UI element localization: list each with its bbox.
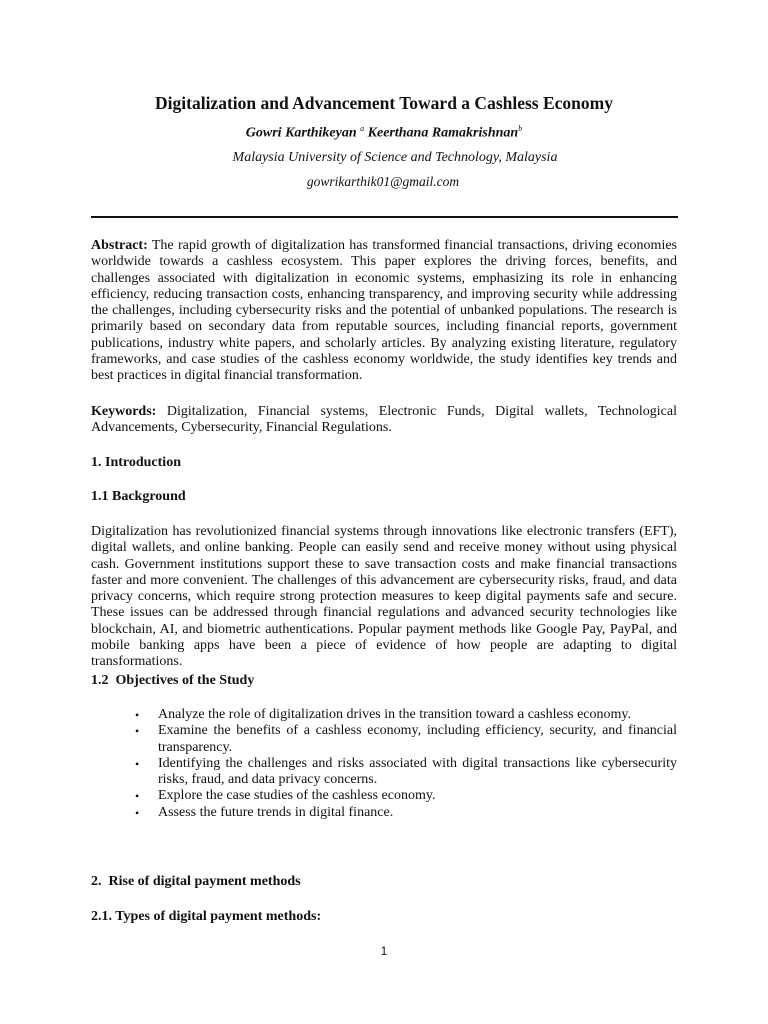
abstract-paragraph [91, 238, 677, 385]
affiliation: Malaysia University of Science and Technology, Malaysia [232, 150, 558, 165]
list-item [135, 756, 677, 789]
list-item [135, 788, 677, 804]
author-superscript: b [518, 124, 523, 133]
list-item [135, 723, 677, 756]
bullet-icon: • [135, 724, 140, 739]
author-name: Keerthana Ramakrishnan [367, 125, 519, 141]
bullet-icon: • [135, 805, 140, 820]
list-item [135, 805, 677, 821]
objective-text: Identifying the challenges and risks associated with digital transactions like cybersecurity risks, fraud, and data privacy concerns. [158, 755, 677, 788]
author-superscript: a [360, 124, 365, 133]
page-number: 1 [380, 944, 388, 958]
author-email: gowrikarthik01@gmail.com [306, 174, 460, 189]
objectives-list [135, 707, 677, 821]
section-heading-rise-of-digital-payment: 2. Rise of digital payment methods [91, 874, 301, 889]
subsection-heading-types: 2.1. Types of digital payment methods: [91, 909, 322, 924]
objective-text: Analyze the role of digitalization drives in the transition toward a cashless economy. [158, 707, 632, 722]
section-heading-introduction: 1. Introduction [91, 455, 181, 470]
bullet-icon: • [135, 756, 140, 771]
list-item [135, 707, 677, 723]
subsection-heading-background: 1.1 Background [91, 489, 186, 504]
subsection-heading-objectives: 1.2 Objectives of the Study [91, 673, 255, 688]
header-divider [91, 216, 678, 218]
author-line [0, 124, 768, 142]
background-paragraph: Digitalization has revolutionized financial systems through innovations like electronic transfers (EFT), digital wallets, and online banking. People can easily send and receive money without using physical cash. Government institutions support these to save transaction costs and make financial transactions faster and more convenient. The challenges of this advancement are cybersecurity risks, fraud, and data privacy concerns, which require strong protection measures to keep digital payments safe and secure. These issues can be addressed through financial regulations and advanced security technologies like blockchain, AI, and biometric authentications. Popular payment methods like Google Pay, PayPal, and mobile banking apps have been a piece of evidence of how people are adapting to digital transformations. [91, 524, 677, 670]
bullet-icon: • [135, 789, 140, 804]
objective-text: Explore the case studies of the cashless economy. [158, 788, 436, 804]
author-name: Gowri Karthikeyan [245, 125, 357, 141]
objective-text: Examine the benefits of a cashless economy, including efficiency, security, and financial transparency. [158, 723, 677, 755]
keywords-text: Digitalization, Financial systems, Electronic Funds, Digital wallets, Technological Advancements, Cybersecurity, Financial Regulations. [91, 404, 677, 436]
abstract-label: Abstract: [91, 238, 148, 253]
bullet-icon: • [135, 708, 140, 722]
keywords-label: Keywords: [91, 404, 157, 419]
paper-title: Digitalization and Advancement Toward a Cashless Economy [155, 93, 613, 113]
abstract-text: The rapid growth of digitalization has transformed financial transactions, driving economies worldwide towards a cashless ecosystem. This paper explores the driving forces, benefits, and challenges associated with digitalization in economic systems, emphasizing its role in enhancing efficiency, reducing transaction costs, enhancing transparency, and improving security while addressing the challenges, including cybersecurity risks and the potential of unbanked populations. The research is primarily based on secondary data from reputable sources, including financial reports, government publications, industry white papers, and scholarly articles. By analyzing existing literature, regulatory frameworks, and case studies of the cashless economy worldwide, the study identifies key trends and best practices in digital financial transformation. [91, 238, 677, 384]
keywords-paragraph [91, 404, 677, 437]
objective-text: Assess the future trends in digital finance. [158, 804, 394, 820]
